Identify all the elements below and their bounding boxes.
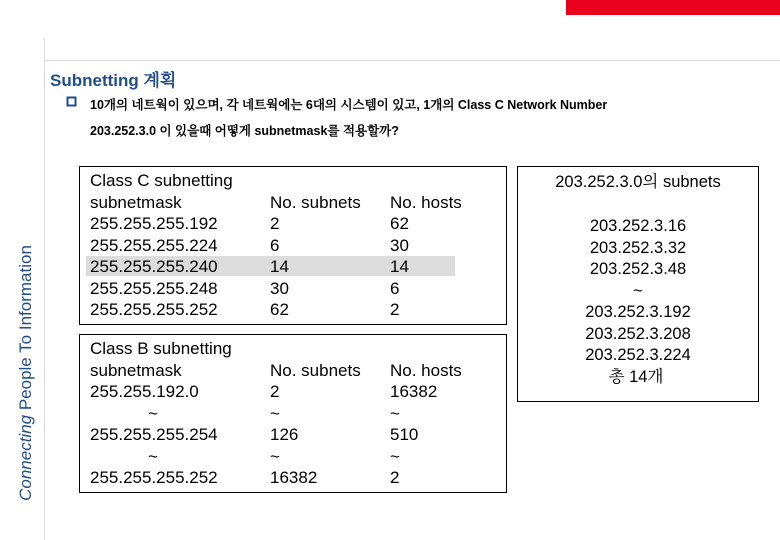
class-b-mask: ~ (148, 446, 158, 466)
class-c-subnets: 62 (270, 300, 289, 319)
subnet-item: 203.252.3.32 (589, 238, 687, 257)
subnets-list (517, 216, 759, 388)
class-b-hosts-header: No. hosts (390, 360, 462, 380)
subnet-item: 203.252.3.208 (585, 324, 691, 343)
checkbox-bullet-icon (66, 96, 78, 108)
class-c-hosts: 30 (390, 235, 409, 255)
class-b-mask: ~ (148, 403, 158, 423)
class-c-title-line: Class C subnetting (90, 171, 233, 190)
subnet-item: 203.252.3.16 (589, 217, 687, 235)
class-c-mask: 255.255.255.240 (90, 257, 218, 276)
class-c-subnets: 6 (270, 235, 280, 255)
subnet-item: 203.252.3.192 (585, 303, 691, 321)
question-line-1: 10개의 네트웍이 있으며, 각 네트웍에는 6대의 시스템이 있고, 1개의 Class C Network Number (90, 98, 608, 112)
side-tagline-rest: People To Information (16, 245, 35, 415)
class-b-hosts: ~ (390, 446, 400, 466)
class-c-mask: 255.255.255.224 (90, 235, 218, 255)
side-tagline (4, 210, 48, 536)
header-divider (44, 60, 780, 61)
class-b-title-line: subnetmask (90, 360, 182, 380)
class-b-mask: 255.255.255.254 (90, 425, 218, 444)
class-b-hosts: ~ (390, 403, 400, 423)
subnets-total: 총 14개 (608, 367, 664, 386)
subnet-item: 203.252.3.48 (589, 260, 687, 278)
top-red-bar (566, 0, 780, 15)
class-b-subnets: 2 (270, 382, 280, 401)
class-c-title (90, 170, 233, 321)
class-c-hosts: 2 (390, 300, 400, 319)
subnets-heading: 203.252.3.0의 subnets (555, 173, 721, 191)
question-line-2: 203.252.3.0 이 있을때 어떻게 subnetmask를 적용할까? (90, 124, 399, 138)
class-c-mask: 255.255.255.248 (90, 278, 218, 298)
subnet-item: ~ (633, 281, 643, 300)
class-c-subnets: 14 (270, 257, 289, 276)
class-c-subnets: 30 (270, 278, 289, 298)
class-c-mask: 255.255.255.192 (90, 214, 218, 233)
class-c-hosts-header: No. hosts (390, 192, 462, 212)
class-b-hosts: 510 (390, 425, 419, 444)
class-c-hosts: 6 (390, 278, 400, 298)
class-b-title-line: Class B subnetting (90, 339, 232, 358)
class-c-subnets-column (270, 192, 361, 321)
class-c-subnets-header: No. subnets (270, 192, 361, 212)
class-c-hosts-column (390, 192, 462, 321)
class-c-title-line: subnetmask (90, 192, 182, 212)
side-tagline-italic: Connecting (16, 414, 35, 501)
class-b-subnets-column (270, 360, 361, 489)
class-c-hosts: 14 (390, 257, 409, 276)
class-b-subnets: ~ (270, 446, 280, 466)
class-c-hosts: 62 (390, 214, 409, 233)
class-b-mask: 255.255.192.0 (90, 382, 199, 401)
subnet-item: 203.252.3.224 (585, 346, 691, 364)
class-b-subnets-header: No. subnets (270, 360, 361, 380)
class-b-mask: 255.255.255.252 (90, 468, 218, 487)
class-b-hosts-column (390, 360, 462, 489)
class-b-subnets: 126 (270, 425, 299, 444)
class-b-title (90, 338, 232, 489)
class-c-mask: 255.255.255.252 (90, 300, 218, 319)
class-b-subnets: 16382 (270, 468, 318, 487)
class-c-subnets: 2 (270, 214, 280, 233)
page-title: Subnetting 계획 (50, 71, 177, 90)
class-b-hosts: 16382 (390, 382, 438, 401)
class-b-subnets: ~ (270, 403, 280, 423)
class-b-hosts: 2 (390, 468, 400, 487)
